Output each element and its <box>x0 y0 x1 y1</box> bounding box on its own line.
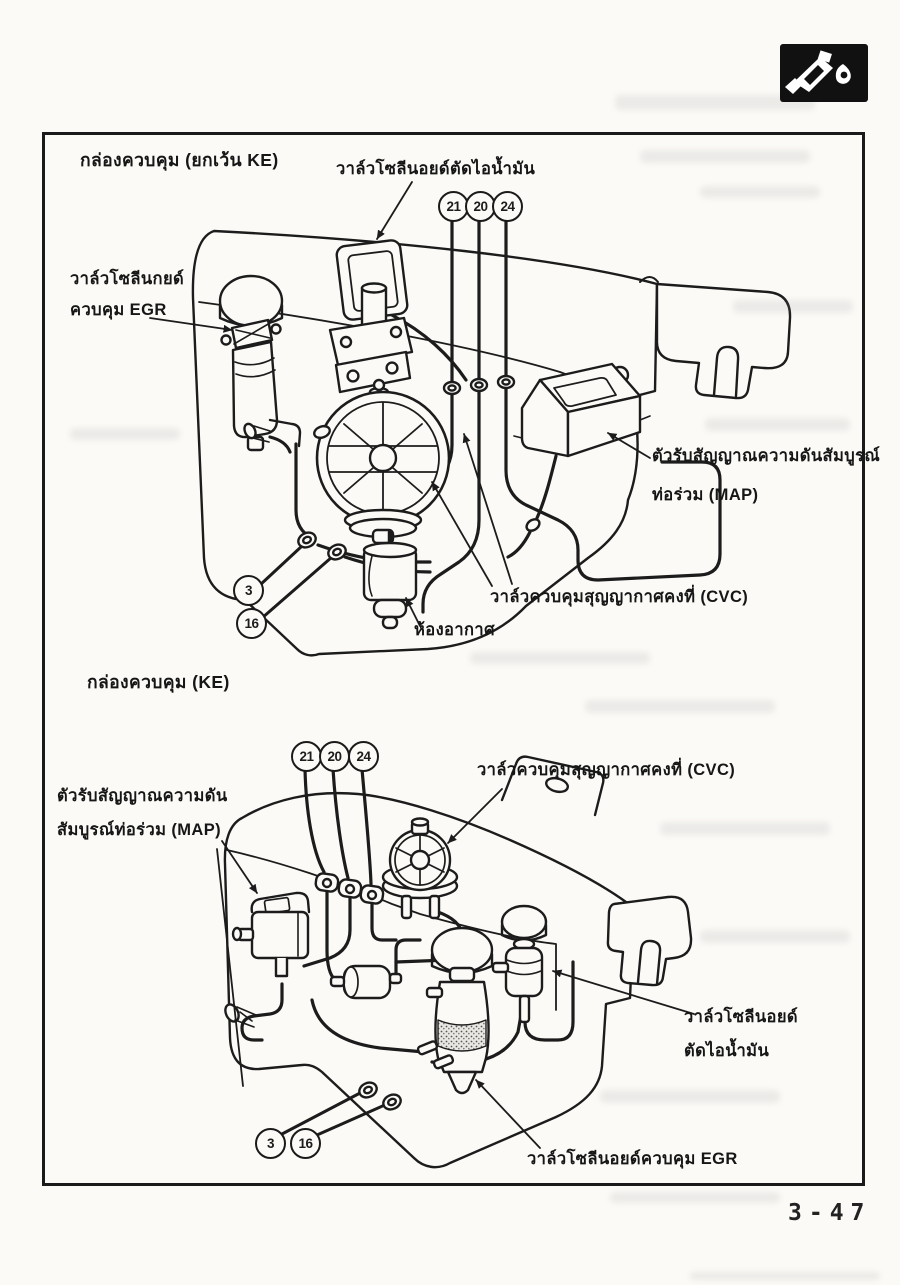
label-egr-solenoid-top-line2: ควบคุม EGR <box>70 301 167 319</box>
print-bleed-artifact <box>585 700 775 713</box>
print-bleed-artifact <box>610 1192 780 1203</box>
label-egr-solenoid-top-line1: วาล์วโซลีนกยด์ <box>70 270 185 288</box>
diagram-top-title: กล่องควบคุม (ยกเว้น KE) <box>80 150 279 170</box>
diagram-bottom-title: กล่องควบคุม (KE) <box>87 672 230 692</box>
print-bleed-artifact <box>660 822 830 835</box>
label-fuel-cut-solenoid-bottom-line1: วาล์วโซลีนอยด์ <box>684 1008 799 1026</box>
label-fuel-cut-solenoid-bottom-line2: ตัดไอน้ำมัน <box>684 1042 770 1060</box>
label-map-sensor-top-line2: ท่อร่วม (MAP) <box>652 486 759 504</box>
callout-24-top: 24 <box>492 191 523 222</box>
callout-16-top: 16 <box>236 608 267 639</box>
label-cvc-valve-bottom: วาล์วควบคุมสุญญากาศคงที่ (CVC) <box>477 761 736 779</box>
label-cvc-valve-top: วาล์วควบคุมสุญญากาศคงที่ (CVC) <box>490 588 749 606</box>
label-map-sensor-bottom-line2: สัมบูรณ์ท่อร่วม (MAP) <box>57 821 222 839</box>
label-air-chamber: ห้องอากาศ <box>414 621 495 639</box>
label-fuel-cut-solenoid-top: วาล์วโซลีนอยด์ตัดไอน้ำมัน <box>336 160 536 178</box>
callout-20-bottom: 20 <box>319 741 350 772</box>
diagram-bottom-art <box>217 757 694 1168</box>
callout-16-bottom: 16 <box>290 1128 321 1159</box>
callout-21-top: 21 <box>438 191 469 222</box>
print-bleed-artifact <box>600 1090 780 1103</box>
fuel-pump-icon <box>780 44 868 102</box>
label-map-sensor-bottom-line1: ตัวรับสัญญาณความดัน <box>57 787 228 805</box>
callout-21-bottom: 21 <box>291 741 322 772</box>
callout-3-bottom: 3 <box>255 1128 286 1159</box>
print-bleed-artifact <box>705 418 850 431</box>
print-bleed-artifact <box>733 300 853 313</box>
callout-20-top: 20 <box>465 191 496 222</box>
print-bleed-artifact <box>70 428 180 440</box>
print-bleed-artifact <box>470 652 650 664</box>
print-bleed-artifact <box>690 1272 880 1280</box>
print-bleed-artifact <box>700 930 850 943</box>
label-egr-solenoid-bottom: วาล์วโซลีนอยด์ควบคุม EGR <box>527 1150 738 1168</box>
callout-3-top: 3 <box>233 575 264 606</box>
print-bleed-artifact <box>700 186 820 198</box>
print-bleed-artifact <box>640 150 810 163</box>
callout-24-bottom: 24 <box>348 741 379 772</box>
label-map-sensor-top-line1: ตัวรับสัญญาณความดันสัมบูรณ์ <box>652 447 881 465</box>
page-number: 3-47 <box>788 1200 872 1226</box>
